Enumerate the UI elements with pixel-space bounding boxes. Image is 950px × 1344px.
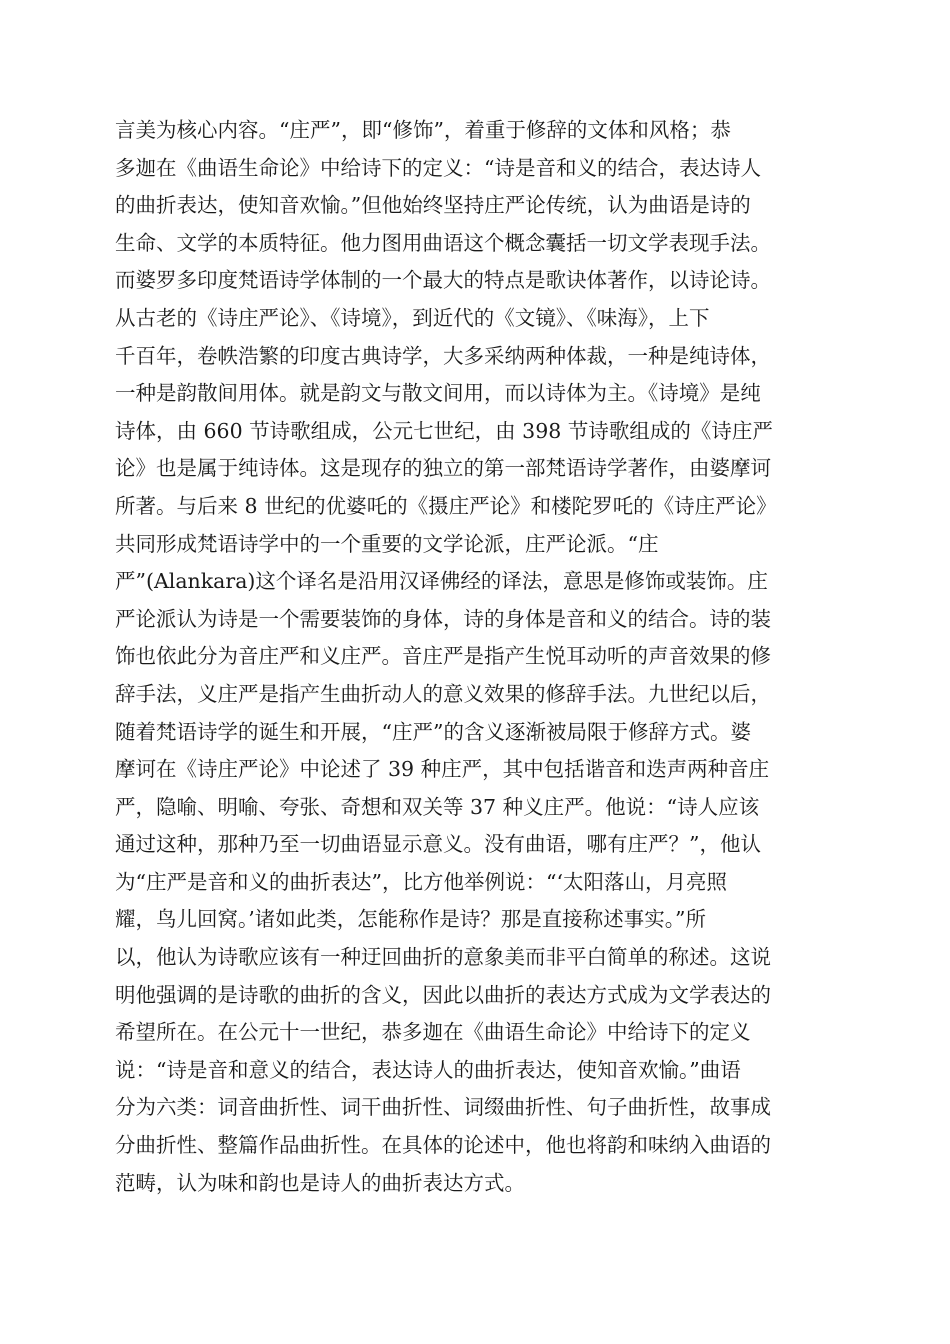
text-line-17: 随着梵语诗学的诞生和开展，“庄严”的含义逐渐被局限于修辞方式。婆	[115, 719, 751, 744]
text-line-13: 严”(Alankara)这个译名是沿用汉译佛经的译法，意思是修饰或装饰。庄	[115, 569, 768, 594]
text-line-8: 一种是韵散间用体。就是韵文与散文间用，而以诗体为主。《诗境》是纯	[115, 381, 761, 406]
text-line-2: 多迦在《曲语生命论》中给诗下的定义：“诗是音和义的结合，表达诗人	[115, 155, 761, 180]
text-line-15: 饰也依此分为音庄严和义庄严。音庄严是指产生悦耳动听的声音效果的修	[115, 644, 771, 669]
text-line-14: 严论派认为诗是一个需要装饰的身体，诗的身体是音和义的结合。诗的装	[115, 606, 771, 631]
text-line-25: 希望所在。在公元十一世纪，恭多迦在《曲语生命论》中给诗下的定义	[115, 1020, 751, 1045]
text-line-27: 分为六类：词音曲折性、词干曲折性、词缀曲折性、句子曲折性，故事成	[115, 1095, 771, 1120]
text-line-21: 为“庄严是音和义的曲折表达”，比方他举例说：“‘太阳落山，月亮照	[115, 869, 727, 894]
text-line-18: 摩诃在《诗庄严论》中论述了 39 种庄严，其中包括谐音和迭声两种音庄	[115, 757, 770, 782]
text-line-5: 而婆罗多印度梵语诗学体制的一个最大的特点是歌诀体著作，以诗论诗。	[115, 268, 771, 293]
text-line-9: 诗体，由 660 节诗歌组成，公元七世纪，由 398 节诗歌组成的《诗庄严	[115, 418, 773, 443]
text-line-1: 言美为核心内容。“庄严”，即“修饰”，着重于修辞的文体和风格；恭	[115, 118, 731, 142]
text-line-22: 耀，鸟儿回窝。’诸如此类，怎能称作是诗？那是直接称述事实。”所	[115, 907, 706, 932]
text-line-28: 分曲折性、整篇作品曲折性。在具体的论述中，他也将韵和味纳入曲语的	[115, 1133, 771, 1158]
text-line-23: 以，他认为诗歌应该有一种迂回曲折的意象美而非平白简单的称述。这说	[115, 945, 771, 970]
text-line-12: 共同形成梵语诗学中的一个重要的文学论派，庄严论派。“庄	[115, 531, 659, 556]
text-line-20: 通过这种，那种乃至一切曲语显示意义。没有曲语，哪有庄严？”，他认	[115, 832, 761, 857]
text-line-4: 生命、文学的本质特征。他力图用曲语这个概念囊括一切文学表现手法。	[115, 230, 771, 255]
text-line-29: 范畴，认为味和韵也是诗人的曲折表达方式。	[115, 1170, 525, 1195]
text-line-16: 辞手法，义庄严是指产生曲折动人的意义效果的修辞手法。九世纪以后，	[115, 681, 771, 706]
text-line-7: 千百年，卷帙浩繁的印度古典诗学，大多采纳两种体裁，一种是纯诗体，	[115, 343, 771, 368]
text-line-24: 明他强调的是诗歌的曲折的含义，因此以曲折的表达方式成为文学表达的	[115, 982, 771, 1007]
text-line-3: 的曲折表达，使知音欢愉。”但他始终坚持庄严论传统，认为曲语是诗的	[115, 193, 751, 218]
text-line-26: 说：“诗是音和意义的结合，表达诗人的曲折表达，使知音欢愉。”曲语	[115, 1057, 741, 1082]
text-line-6: 从古老的《诗庄严论》、《诗境》，到近代的《文镜》、《味海》，上下	[115, 305, 710, 330]
text-line-10: 论》也是属于纯诗体。这是现存的独立的第一部梵语诗学著作，由婆摩诃	[115, 456, 771, 481]
body-text	[115, 112, 840, 1202]
text-line-19: 严，隐喻、明喻、夸张、奇想和双关等 37 种义庄严。他说：“诗人应该	[115, 794, 760, 819]
text-line-11: 所著。与后来 8 世纪的优婆吒的《摄庄严论》和楼陀罗吒的《诗庄严论》	[115, 493, 777, 518]
